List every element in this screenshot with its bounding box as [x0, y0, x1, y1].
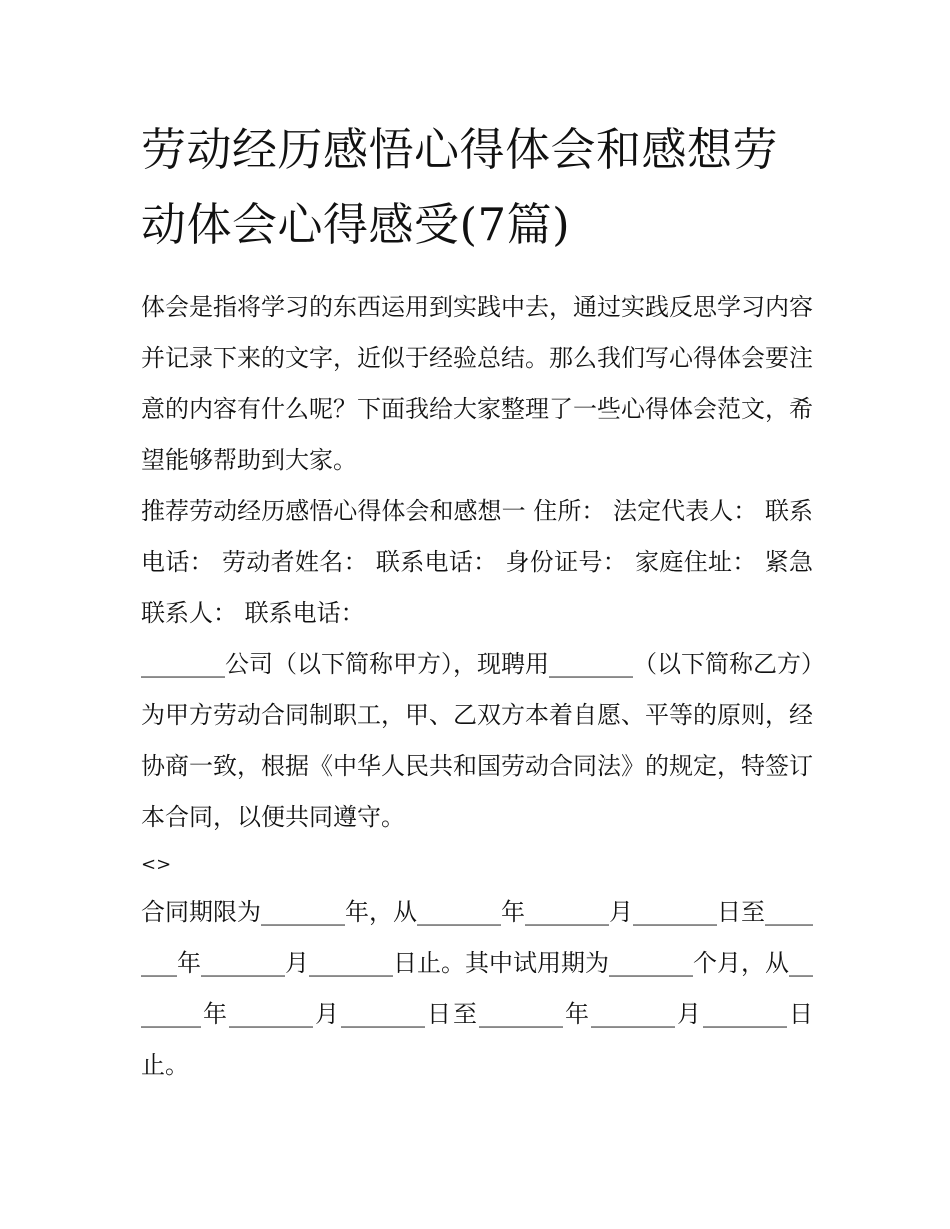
contact-info-paragraph: 推荐劳动经历感悟心得体会和感想一 住所： 法定代表人： 联系电话： 劳动者姓名： 联系电话： 身份证号： 家庭住址： 紧急联系人： 联系电话： [141, 497, 813, 627]
intro-paragraph: 体会是指将学习的东西运用到实践中去，通过实践反思学习内容并记录下来的文字，近似于经验总结。那么我们写心得体会要注意的内容有什么呢？下面我给大家整理了一些心得体会范文，希望能够帮助到大家。 [141, 293, 813, 474]
contract-term-paragraph: 合同期限为_______年，从_______年_______月_______日至_______年_______月_______日止。其中试用期为_______个月，从_______年_______月_______日至_______年_______月_______日止。 [141, 898, 813, 1079]
contract-intro-paragraph: _______公司（以下简称甲方），现聘用_______（以下简称乙方）为甲方劳动合同制职工，甲、乙双方本着自愿、平等的原则，经协商一致，根据《中华人民共和国劳动合同法》的规定，特签订本合同，以便共同遵守。 [141, 650, 813, 831]
section-marker: <> [141, 854, 172, 875]
document-title: 劳动经历感悟心得体会和感想劳动体会心得感受(7篇) [141, 123, 779, 251]
document-body [141, 112, 813, 1091]
